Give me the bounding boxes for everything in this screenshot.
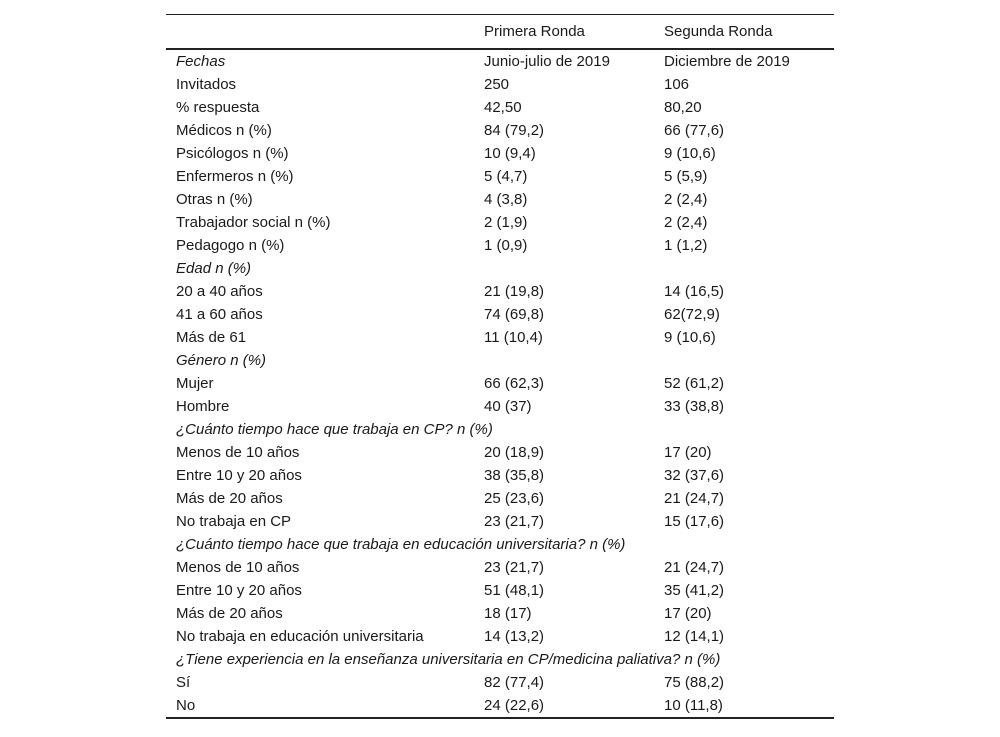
round1-value: 5 (4,7) — [484, 168, 528, 185]
row-label: 20 a 40 años — [176, 283, 263, 300]
table-row — [166, 73, 834, 96]
row-label: Enfermeros n (%) — [176, 168, 294, 185]
round2-value: Diciembre de 2019 — [664, 53, 790, 70]
row-label: Fechas — [176, 53, 226, 70]
round1-value: 23 (21,7) — [484, 559, 545, 576]
round1-value: 20 (18,9) — [484, 444, 545, 461]
round1-value: 84 (79,2) — [484, 122, 545, 139]
round1-value: 38 (35,8) — [484, 467, 545, 484]
round2-value: 10 (11,8) — [664, 697, 723, 714]
round1-value: 4 (3,8) — [484, 191, 528, 208]
row-label: ¿Cuánto tiempo hace que trabaja en educación universitaria? n (%) — [176, 536, 626, 553]
table-row — [166, 441, 834, 464]
round1-value: 40 (37) — [484, 398, 532, 415]
table-row — [166, 487, 834, 510]
row-label: Entre 10 y 20 años — [176, 582, 302, 599]
table-row — [166, 556, 834, 579]
table-row — [166, 671, 834, 694]
round2-value: 32 (37,6) — [664, 467, 725, 484]
table-row — [166, 510, 834, 533]
round2-value: 80,20 — [664, 99, 702, 116]
round1-value: 14 (13,2) — [484, 628, 545, 645]
row-label: 41 a 60 años — [176, 306, 263, 323]
round2-value: 1 (1,2) — [664, 237, 708, 254]
row-label: Edad n (%) — [176, 260, 252, 277]
round2-value: 9 (10,6) — [664, 145, 716, 162]
round2-value — [654, 257, 834, 280]
round1-value: 23 (21,7) — [484, 513, 545, 530]
row-label: Otras n (%) — [176, 191, 253, 208]
table-row — [166, 142, 834, 165]
table-row — [166, 694, 834, 718]
round2-value: 14 (16,5) — [664, 283, 725, 300]
table-row — [166, 303, 834, 326]
row-label: ¿Tiene experiencia en la enseñanza universitaria en CP/medicina paliativa? n (%) — [176, 651, 721, 668]
table-row — [166, 579, 834, 602]
table-row — [166, 165, 834, 188]
table-row — [166, 602, 834, 625]
table-row — [166, 372, 834, 395]
row-label: No — [176, 697, 196, 714]
round1-value: 42,50 — [484, 99, 522, 116]
table-row — [166, 211, 834, 234]
round1-value: 82 (77,4) — [484, 674, 545, 691]
round2-value — [654, 349, 834, 372]
round2-value — [654, 533, 834, 556]
section-header-row — [166, 49, 834, 73]
row-label: Menos de 10 años — [176, 559, 300, 576]
table-body — [166, 49, 834, 718]
row-label: Menos de 10 años — [176, 444, 300, 461]
round2-value: 9 (10,6) — [664, 329, 716, 346]
header-round2: Segunda Ronda — [664, 23, 773, 40]
round1-value: 2 (1,9) — [484, 214, 528, 231]
round2-value: 62(72,9) — [664, 306, 720, 323]
round1-value: 21 (19,8) — [484, 283, 545, 300]
round2-value: 21 (24,7) — [664, 490, 725, 507]
row-label: Médicos n (%) — [176, 122, 272, 139]
row-label: No trabaja en CP — [176, 513, 292, 530]
round2-value: 12 (14,1) — [664, 628, 725, 645]
table-row — [166, 234, 834, 257]
round1-value: 1 (0,9) — [484, 237, 528, 254]
round1-value: 24 (22,6) — [484, 697, 545, 714]
row-label: Hombre — [176, 398, 230, 415]
round2-value: 33 (38,8) — [664, 398, 725, 415]
table-row — [166, 96, 834, 119]
round2-value: 66 (77,6) — [664, 122, 725, 139]
round2-value: 21 (24,7) — [664, 559, 725, 576]
round1-value — [474, 257, 654, 280]
table-row — [166, 395, 834, 418]
round2-value: 15 (17,6) — [664, 513, 725, 530]
row-label: Más de 20 años — [176, 490, 283, 507]
section-header-row — [166, 648, 834, 671]
section-header-row — [166, 533, 834, 556]
round2-value: 52 (61,2) — [664, 375, 725, 392]
round1-value — [474, 418, 654, 441]
row-label: ¿Cuánto tiempo hace que trabaja en CP? n (%) — [176, 421, 493, 438]
row-label: Psicólogos n (%) — [176, 145, 289, 162]
table-bottom-rule — [166, 718, 834, 719]
section-header-row — [166, 418, 834, 441]
row-label: No trabaja en educación universitaria — [176, 628, 424, 645]
round2-value: 35 (41,2) — [664, 582, 725, 599]
round2-value: 106 — [664, 76, 690, 93]
round1-value: 11 (10,4) — [484, 329, 543, 346]
table-row — [166, 625, 834, 648]
round1-value: 74 (69,8) — [484, 306, 545, 323]
row-label: Invitados — [176, 76, 237, 93]
round1-value: 18 (17) — [484, 605, 532, 622]
round1-value: 51 (48,1) — [484, 582, 545, 599]
header-label-column — [166, 15, 474, 50]
row-label: Sí — [176, 674, 191, 691]
round1-value: Junio-julio de 2019 — [484, 53, 610, 70]
row-label: Más de 61 — [176, 329, 247, 346]
header-row — [166, 15, 834, 50]
round2-value: 2 (2,4) — [664, 214, 708, 231]
table-row — [166, 280, 834, 303]
row-label: Género n (%) — [176, 352, 267, 369]
round1-value: 25 (23,6) — [484, 490, 545, 507]
survey-rounds-table — [166, 14, 834, 718]
row-label: Pedagogo n (%) — [176, 237, 285, 254]
section-header-row — [166, 257, 834, 280]
table-header — [166, 15, 834, 50]
round2-value: 2 (2,4) — [664, 191, 708, 208]
round2-value: 75 (88,2) — [664, 674, 725, 691]
round2-value: 17 (20) — [664, 605, 712, 622]
row-label: % respuesta — [176, 99, 260, 116]
row-label: Más de 20 años — [176, 605, 283, 622]
section-header-row — [166, 349, 834, 372]
row-label: Trabajador social n (%) — [176, 214, 331, 231]
round1-value — [474, 349, 654, 372]
table-row — [166, 326, 834, 349]
table-row — [166, 119, 834, 142]
header-round1: Primera Ronda — [484, 23, 585, 40]
round1-value: 250 — [484, 76, 510, 93]
table-row — [166, 464, 834, 487]
table-row — [166, 188, 834, 211]
row-label: Mujer — [176, 375, 214, 392]
row-label: Entre 10 y 20 años — [176, 467, 302, 484]
round1-value: 10 (9,4) — [484, 145, 536, 162]
round2-value: 17 (20) — [664, 444, 712, 461]
data-table-container — [166, 14, 834, 719]
round2-value: 5 (5,9) — [664, 168, 708, 185]
round1-value: 66 (62,3) — [484, 375, 545, 392]
round2-value — [654, 418, 834, 441]
